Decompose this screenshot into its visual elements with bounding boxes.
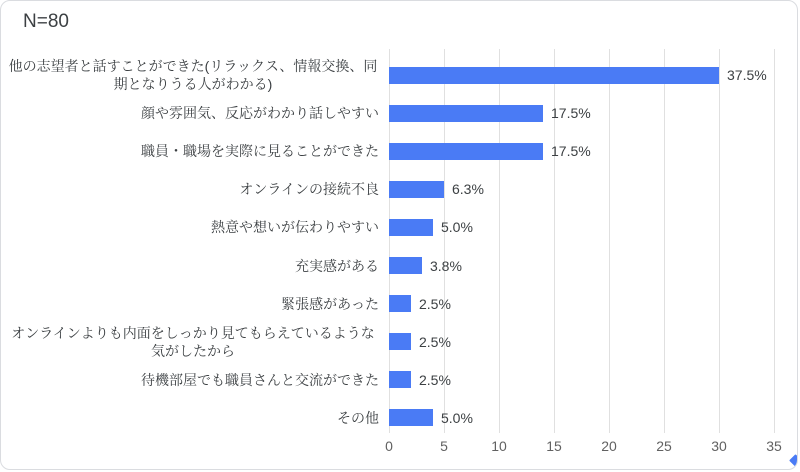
x-axis-tick-label: 15 <box>546 438 562 454</box>
chart-title: N=80 <box>23 11 69 32</box>
x-axis-tick-label: 10 <box>491 438 507 454</box>
x-axis-tick-label: 20 <box>601 438 617 454</box>
category-label: 職員・職場を実際に見ることができた <box>141 143 379 160</box>
category-label: 緊張感があった <box>281 295 379 312</box>
bar <box>389 219 433 236</box>
bar <box>389 143 543 160</box>
x-axis-tick-label: 35 <box>766 438 782 454</box>
gridline <box>774 49 775 433</box>
x-axis-tick-label: 25 <box>656 438 672 454</box>
category-label: 待機部屋でも職員さんと交流ができた <box>141 371 379 388</box>
bar-value-label: 37.5% <box>727 67 767 83</box>
x-axis-tick-label: 5 <box>440 438 448 454</box>
bar-value-label: 17.5% <box>551 105 591 122</box>
bar-value-label: 6.3% <box>452 181 484 198</box>
bar <box>389 371 411 388</box>
x-axis-tick-label: 30 <box>711 438 727 454</box>
gridline <box>609 49 610 433</box>
category-label: オンラインよりも内面をしっかり見てもらえているような気がしたから <box>11 324 375 359</box>
bar-value-label: 3.8% <box>430 257 462 274</box>
bar <box>389 67 719 84</box>
category-label: オンラインの接続不良 <box>239 181 379 198</box>
bar <box>389 333 411 350</box>
gridline <box>664 49 665 433</box>
category-label: 他の志望者と話すことができた(リラックス、情報交換、同期となりうる人がわかる) <box>8 58 378 92</box>
bar <box>389 105 543 122</box>
bar-value-label: 5.0% <box>441 409 473 426</box>
bar-value-label: 2.5% <box>419 371 451 388</box>
gridline <box>719 49 720 433</box>
bar-value-label: 2.5% <box>419 333 451 350</box>
plot-area <box>1 1 798 470</box>
category-label: 熱意や想いが伝わりやすい <box>211 219 379 236</box>
bar <box>389 257 422 274</box>
bar <box>389 409 433 426</box>
bar <box>389 295 411 312</box>
bar <box>389 181 444 198</box>
bar-value-label: 17.5% <box>551 143 591 160</box>
category-label: 顔や雰囲気、反応がわかり話しやすい <box>141 105 379 122</box>
bar-value-label: 5.0% <box>441 219 473 236</box>
bar-value-label: 2.5% <box>419 295 451 312</box>
x-axis-tick-label: 0 <box>385 438 393 454</box>
category-label: 充実感がある <box>295 257 379 274</box>
category-label: その他 <box>337 409 379 426</box>
